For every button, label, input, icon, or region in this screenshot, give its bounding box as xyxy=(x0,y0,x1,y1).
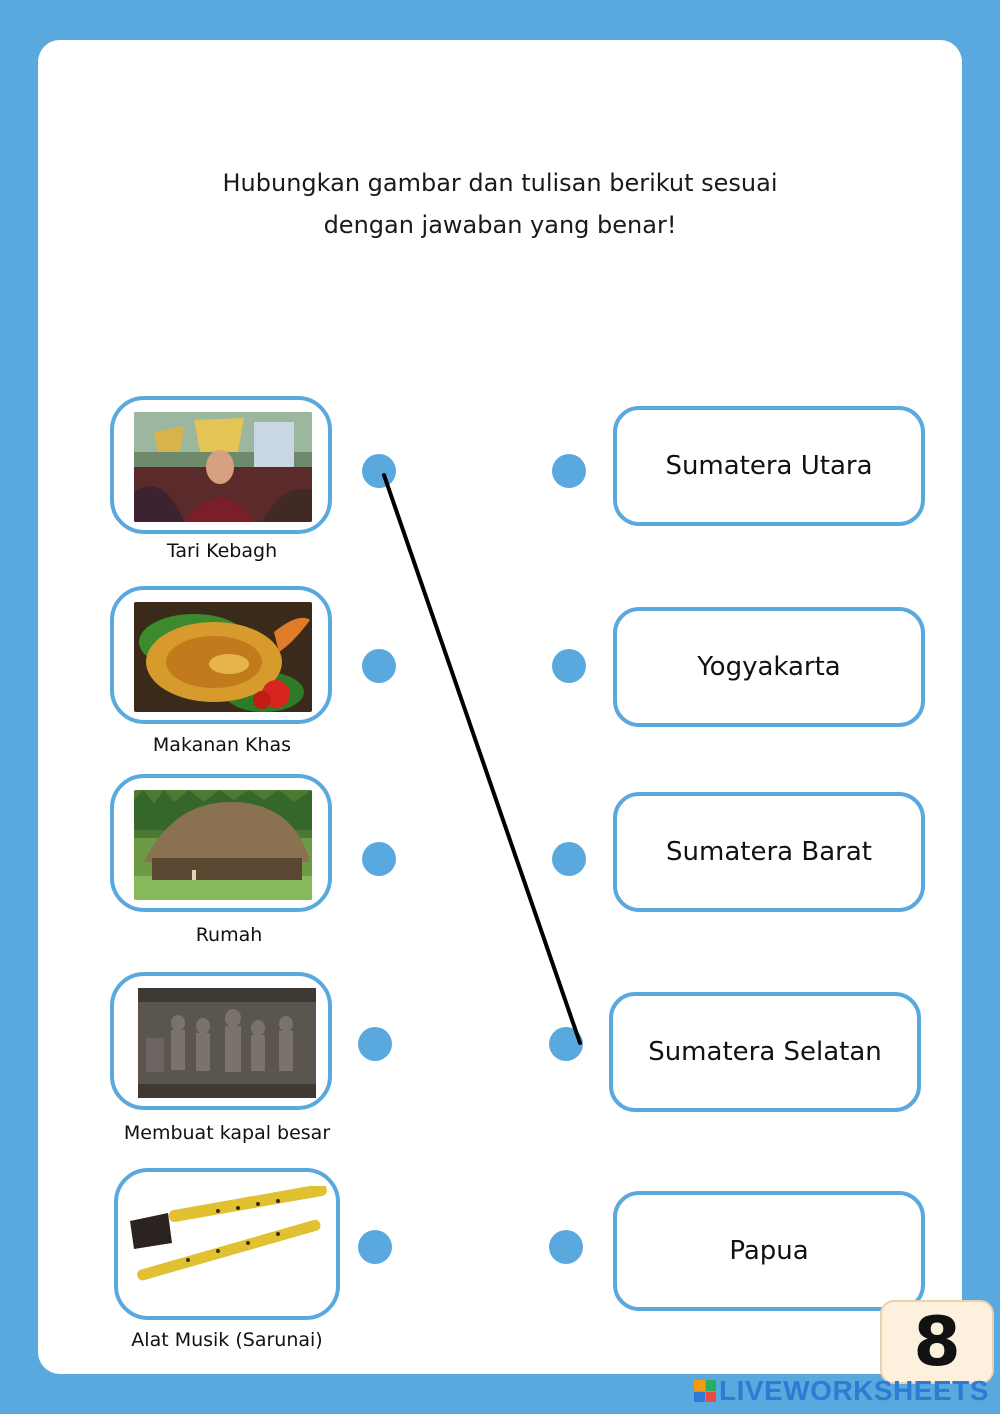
instruction-text xyxy=(0,162,1000,246)
image-relief xyxy=(110,972,332,1110)
fish-dish-photo xyxy=(134,602,312,712)
image-house xyxy=(110,774,332,912)
image-food xyxy=(110,586,332,724)
thatched-hut-photo xyxy=(134,790,312,900)
brand-name: LIVEWORKSHEETS xyxy=(719,1375,989,1406)
left-dot-2[interactable] xyxy=(362,649,396,683)
caption-rumah: Rumah xyxy=(195,924,263,946)
caption-makanan-khas: Makanan Khas xyxy=(152,734,292,756)
sarunai-instrument-photo xyxy=(128,1186,328,1306)
relief-carving-photo xyxy=(134,988,320,1098)
left-dot-3[interactable] xyxy=(362,842,396,876)
answer-label: Yogyakarta xyxy=(697,652,841,682)
caption-alat-musik-sarunai: Alat Musik (Sarunai) xyxy=(131,1329,323,1351)
liveworksheets-brand xyxy=(694,1374,989,1408)
right-dot-4[interactable] xyxy=(549,1027,583,1061)
left-dot-1[interactable] xyxy=(362,454,396,488)
answer-label: Sumatera Utara xyxy=(665,451,873,481)
caption-membuat-kapal-besar: Membuat kapal besar xyxy=(123,1122,331,1144)
left-dot-5[interactable] xyxy=(358,1230,392,1264)
answer-yogyakarta[interactable] xyxy=(613,607,925,727)
answer-sumatera-barat[interactable] xyxy=(613,792,925,912)
liveworksheets-logo-icon xyxy=(694,1380,716,1402)
answer-label: Sumatera Barat xyxy=(666,837,872,867)
answer-label: Sumatera Selatan xyxy=(648,1037,882,1067)
dancer-photo xyxy=(134,412,312,522)
instruction-line-2: dengan jawaban yang benar! xyxy=(323,211,677,239)
page-number: 8 xyxy=(913,1302,961,1382)
instruction-line-1: Hubungkan gambar dan tulisan berikut sesuai xyxy=(222,169,778,197)
image-sarunai xyxy=(114,1168,340,1320)
right-dot-3[interactable] xyxy=(552,842,586,876)
right-dot-1[interactable] xyxy=(552,454,586,488)
answer-sumatera-selatan[interactable] xyxy=(609,992,921,1112)
answer-sumatera-utara[interactable] xyxy=(613,406,925,526)
left-dot-4[interactable] xyxy=(358,1027,392,1061)
answer-papua[interactable] xyxy=(613,1191,925,1311)
image-dancer xyxy=(110,396,332,534)
page-number-badge xyxy=(880,1300,994,1384)
right-dot-5[interactable] xyxy=(549,1230,583,1264)
right-dot-2[interactable] xyxy=(552,649,586,683)
answer-label: Papua xyxy=(729,1236,809,1266)
caption-tari-kebagh: Tari Kebagh xyxy=(166,540,278,562)
